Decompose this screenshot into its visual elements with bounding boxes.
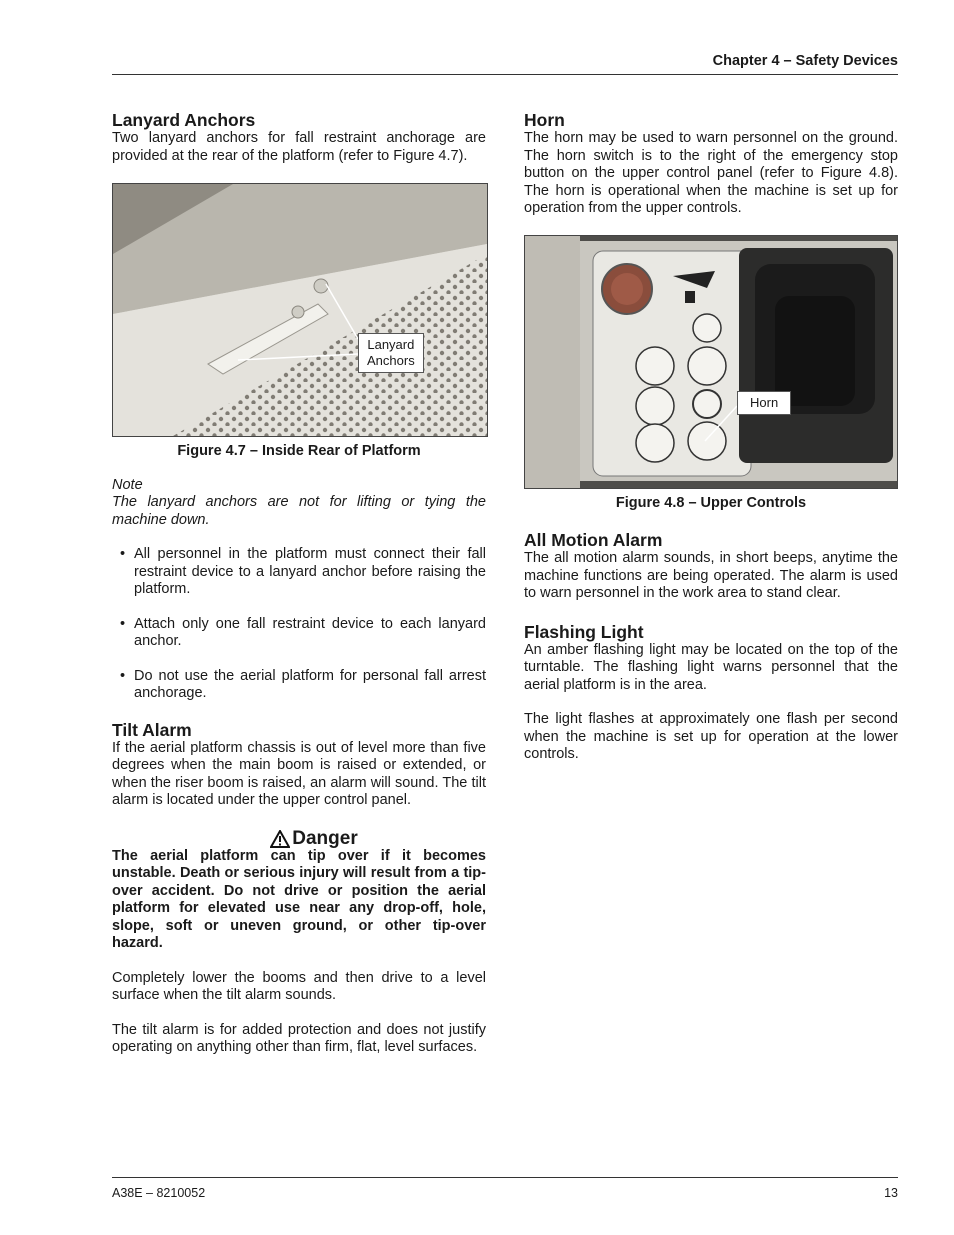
tilt-alarm-text: If the aerial platform chassis is out of level more than five degrees when the main boom is raised or extended, or when the riser boom is raised, an alarm will sound. The tilt alarm is located under the upper control panel. [112,739,486,808]
left-column [112,110,486,1057]
flashing-light-text-2: The light flashes at approximately one flash per second when the machine is set up for operation at the lower controls. [524,711,898,762]
bullet-text: Do not use the aerial platform for personal fall arrest anchorage. [134,667,486,701]
note-label: Note [112,476,143,493]
figure-4-8-caption: Figure 4.8 – Upper Controls [615,494,807,511]
bullet-text: Attach only one fall restraint device to each lanyard anchor. [134,615,486,649]
upper-control-panel-illustration [525,236,897,488]
bullet-icon: • [120,667,126,684]
safety-bullet-list [112,546,486,703]
lanyard-anchors-heading: Lanyard Anchors [112,110,256,130]
tilt-alarm-heading: Tilt Alarm [112,719,192,740]
platform-interior-illustration [113,184,487,436]
bullet-text: All personnel in the platform must connect their fall restraint device to a lanyard anchor before raising the platform. [134,546,486,597]
note-text: The lanyard anchors are not for lifting or tying the machine down. [112,494,486,528]
horn-heading: Horn [524,110,565,130]
lower-booms-text: Completely lower the booms and then drive to a level surface when the tilt alarm sounds. [112,969,486,1003]
list-item [112,668,486,703]
danger-heading [142,827,486,849]
lanyard-anchors-text: Two lanyard anchors for fall restraint anchorage are provided at the rear of the platform (refer to Figure 4.7). [112,130,486,164]
figure-4-7-caption: Figure 4.7 – Inside Rear of Platform [177,443,421,459]
all-motion-alarm-heading: All Motion Alarm [524,530,663,550]
footer-rule [112,1177,898,1178]
horn-callout: Horn [737,391,791,415]
all-motion-alarm-text: The all motion alarm sounds, in short beeps, anytime the machine functions are being operated. The alarm is used to warn personnel in the work area to stand clear. [524,550,898,601]
chapter-title: Chapter 4 – Safety Devices [712,53,898,69]
horn-text: The horn may be used to warn personnel on the ground. The horn switch is to the right of the emergency stop button on the upper control panel (refer to Figure 4.8). The horn is operational when the machine is set up for operation from the upper controls. [524,130,898,216]
callout-line-2: Anchors [367,353,415,368]
figure-4-8-photo [524,235,898,489]
added-protection-text: The tilt alarm is for added protection and does not justify operating on anything other than firm, flat, level surfaces. [112,1021,486,1055]
bullet-icon: • [120,615,126,632]
flashing-light-heading: Flashing Light [524,621,644,642]
callout-line-1: Lanyard [367,337,415,352]
page-number: 13 [884,1186,898,1200]
lanyard-anchors-callout [358,333,424,373]
flashing-light-text-1: An amber flashing light may be located on the top of the turntable. The flashing light warns personnel that the aerial platform is in the area. [524,641,898,693]
right-column [524,110,898,764]
danger-text: The aerial platform can tip over if it becomes unstable. Death or serious injury will result from a tip-over accident. Do not drive or position the aerial platform for elevated use near any drop-off, hole, slope, soft or uneven ground, or other tip-over hazard. [112,847,486,951]
warning-triangle-icon [270,830,290,848]
document-number: A38E – 8210052 [112,1186,206,1200]
figure-4-7-photo [112,183,488,437]
list-item [112,616,486,651]
danger-title-text: Danger [292,827,358,849]
header-rule [112,74,898,75]
list-item [112,546,486,599]
bullet-icon: • [120,546,126,562]
